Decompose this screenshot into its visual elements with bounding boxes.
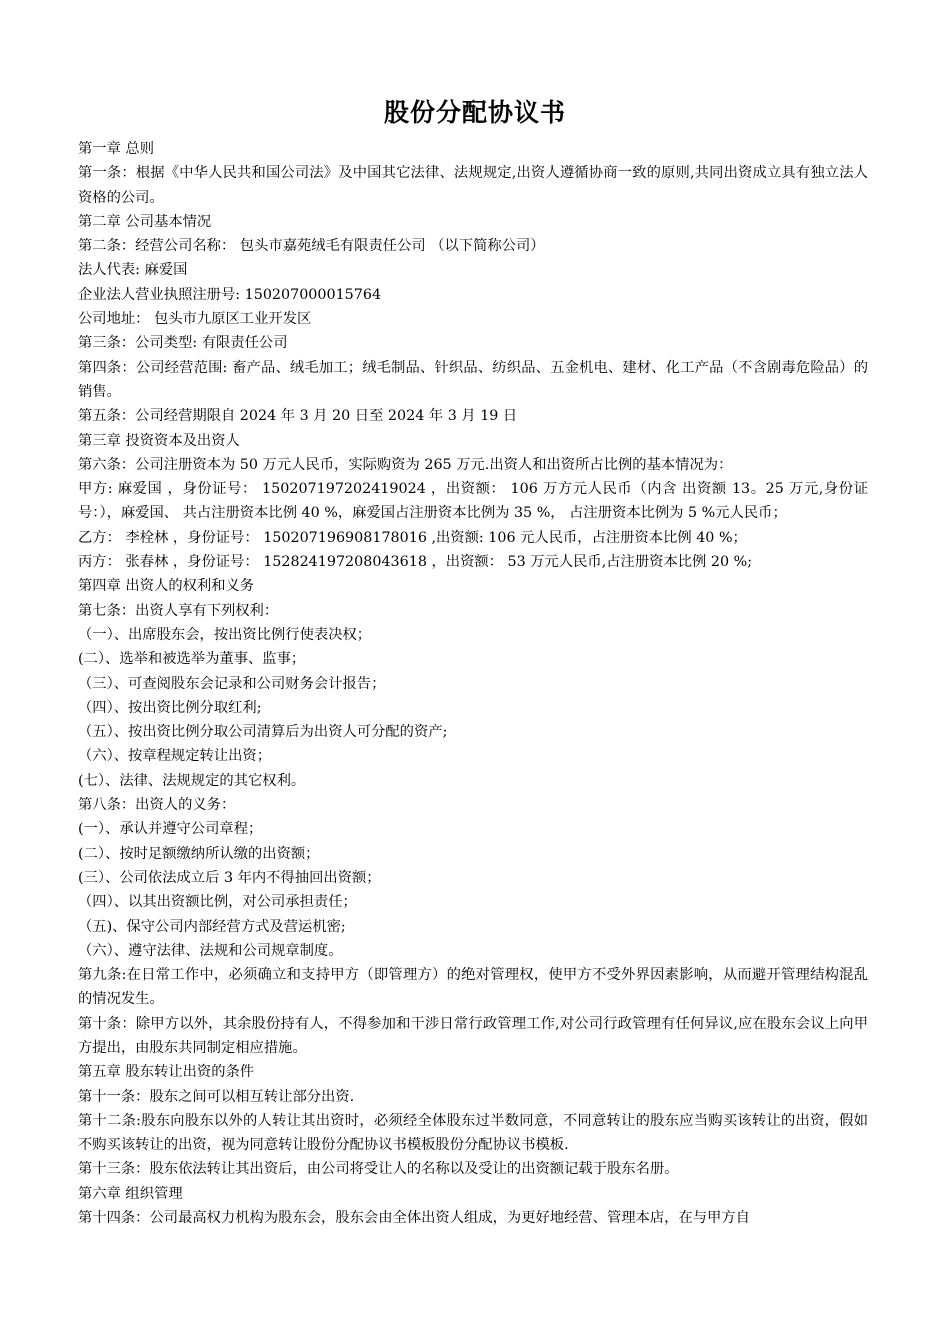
document-paragraph: 第四条：公司经营范围: 畜产品、绒毛加工；绒毛制品、针织品、纺织品、五金机电、建材、化工产品（不含剧毒危险品）的销售。 xyxy=(78,359,868,400)
document-paragraph: 甲方: 麻爱国 ，身份证号： 150207197202419024 ，出资额： 106 万方元人民币（内含 出资额 13。25 万元,身份证号：），麻爱国、 共占注册资本比例 40 %，麻爱国占注册资本比例为 35 %， 占注册资本比例为 5 %元人民币； xyxy=(78,481,868,522)
document-paragraph: （五）、按出资比例分取公司清算后为出资人可分配的资产; xyxy=(78,724,448,741)
document-paragraph: （一）、出席股东会，按出资比例行使表决权； xyxy=(78,626,372,643)
document-paragraph: 企业法人营业执照注册号: 150207000015764 xyxy=(78,286,382,303)
document-paragraph: 法人代表: 麻爱国 xyxy=(78,262,188,279)
document-paragraph: 公司地址： 包头市九原区工业开发区 xyxy=(78,311,312,328)
document-paragraph: 第六章 组织管理 xyxy=(78,1185,183,1202)
document-paragraph: 第五条：公司经营期限自 2024 年 3 月 20 日至 2024 年 3 月 19 日 xyxy=(78,408,518,425)
document-paragraph: 第九条:在日常工作中，必须确立和支持甲方（即管理方）的绝对管理权，使甲方不受外界因素影响，从而避开管理结构混乱的情况发生。 xyxy=(78,967,868,1008)
document-paragraph: 第十四条：公司最高权力机构为股东会，股东会由全体出资人组成，为更好地经营、管理本店，在与甲方自 xyxy=(78,1210,750,1227)
document-paragraph: (七）、法律、法规规定的其它权利。 xyxy=(78,772,306,789)
document-paragraph: 第二条：经营公司名称： 包头市嘉苑绒毛有限责任公司 （以下简称公司） xyxy=(78,238,545,255)
document-paragraph: 第七条：出资人享有下列权利： xyxy=(78,602,279,619)
document-paragraph: （六）、按章程规定转让出资； xyxy=(78,748,272,765)
document-paragraph: 第十一条：股东之间可以相互转让部分出资. xyxy=(78,1088,355,1105)
document-paragraph: （五)、保守公司内部经营方式及营运机密; xyxy=(78,918,346,935)
document-paragraph: 丙方： 张春林 ，身份证号： 152824197208043618 ，出资额： 53 万元人民币,占注册资本比例 20 %; xyxy=(78,554,753,571)
document-body xyxy=(78,137,868,1230)
document-paragraph: (二）、选举和被选举为董事、监事； xyxy=(78,651,306,668)
document-title: 股份分配协议书 xyxy=(383,98,566,127)
document-paragraph: 乙方： 李栓林 ，身份证号： 150207196908178016 ,出资额: 106 元人民币，占注册资本比例 40 %； xyxy=(78,529,747,546)
document-paragraph: 第一条：根据《中华人民共和国公司法》及中国其它法律、法规规定,出资人遵循协商一致的原则,共同出资成立具有独立法人资格的公司。 xyxy=(78,165,868,206)
document-paragraph: （三）、可查阅股东会记录和公司财务会计报告； xyxy=(78,675,386,692)
document-paragraph: 第三条：公司类型: 有限责任公司 xyxy=(78,335,288,352)
document-paragraph: （六）、遵守法律、法规和公司规章制度。 xyxy=(78,942,343,959)
document-paragraph: （四）、按出资比例分取红利; xyxy=(78,699,262,716)
document-paragraph: 第二章 公司基本情况 xyxy=(78,213,212,230)
document-paragraph: (二）、按时足额缴纳所认缴的出资额； xyxy=(78,845,320,862)
document-paragraph: (三）、公司依法成立后 3 年内不得抽回出资额； xyxy=(78,869,381,886)
document-paragraph: 第四章 出资人的权利和义务 xyxy=(78,578,255,595)
document-paragraph: 第八条：出资人的义务： xyxy=(78,797,236,814)
document-paragraph: 第十三条：股东依法转让其出资后，由公司将受让人的名称以及受让的出资额记载于股东名册。 xyxy=(78,1161,679,1178)
document-paragraph: 第十二条:股东向股东以外的人转让其出资时，必须经全体股东过半数同意，不同意转让的股东应当购买该转让的出资，假如不购买该转让的出资，视为同意转让股份分配协议书模板股份分配协议书模板. xyxy=(78,1112,868,1154)
document-paragraph: 第六条：公司注册资本为 50 万元人民币，实际购资为 265 万元.出资人和出资所占比例的基本情况为： xyxy=(78,456,733,473)
document-paragraph: 第三章 投资资本及出资人 xyxy=(78,432,240,449)
document-paragraph: 第十条：除甲方以外，其余股份持有人，不得参加和干涉日常行政管理工作,对公司行政管理有任何异议,应在股东会议上向甲方提出，由股东共同制定相应措施。 xyxy=(78,1015,868,1056)
document-paragraph: （四）、以其出资额比例，对公司承担责任； xyxy=(78,894,357,911)
document-paragraph: 第五章 股东转让出资的条件 xyxy=(78,1064,255,1081)
document-paragraph: (一）、承认并遵守公司章程； xyxy=(78,821,263,838)
document-paragraph: 第一章 总则 xyxy=(78,141,155,157)
